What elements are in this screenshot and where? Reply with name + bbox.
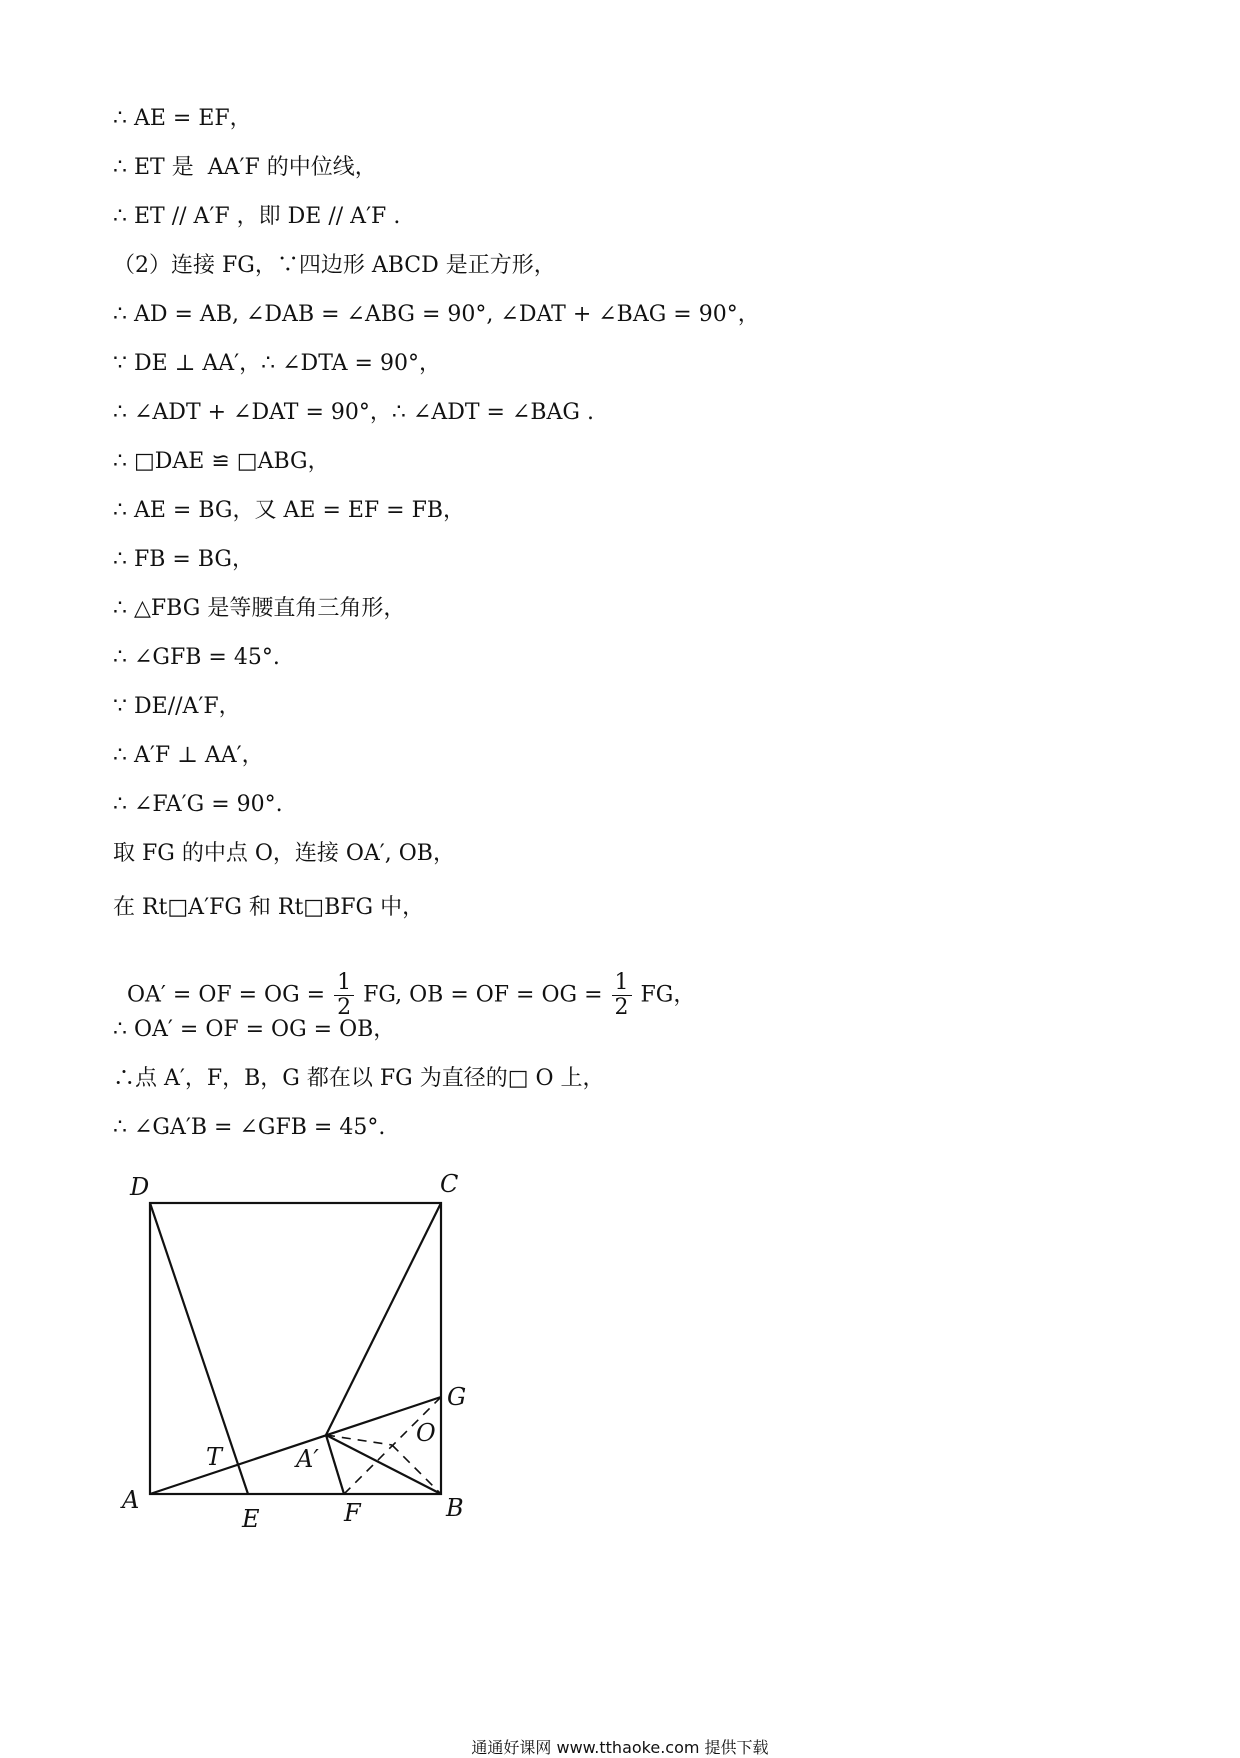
label-g: G: [447, 1383, 467, 1411]
segment-ca-prime: [326, 1203, 441, 1435]
text-line: ∴ ET // A′F ，即 DE // A′F .: [113, 204, 401, 229]
dashed-ob: [392, 1445, 441, 1494]
text-line: （2）连接 FG，∵四边形 ABCD 是正方形，: [113, 253, 556, 278]
equation-part: FG, OB = OF = OG =: [356, 982, 610, 1008]
text-line: 在 Rt□A′FG 和 Rt□BFG 中，: [113, 895, 425, 920]
label-e: E: [242, 1505, 260, 1533]
text-line: ∴ AE = BG，又 AE = EF = FB，: [113, 498, 466, 523]
text-line: ∴ ∠FA′G = 90°.: [113, 792, 283, 817]
text-line: ∴ AD = AB, ∠DAB = ∠ABG = 90°, ∠DAT + ∠BAG = 90°，: [113, 302, 760, 327]
equation-part: FG，: [633, 982, 696, 1008]
text-line: ∴ AE = EF，: [113, 106, 252, 131]
label-a-prime: A′: [296, 1445, 319, 1473]
text-line: ∴ ∠GA′B = ∠GFB = 45°.: [113, 1115, 386, 1140]
fraction-numerator: 1: [334, 971, 354, 996]
text-line: ∴ ∠ADT + ∠DAT = 90°，∴ ∠ADT = ∠BAG .: [113, 400, 594, 425]
text-line: 取 FG 的中点 O，连接 OA′, OB，: [113, 841, 455, 866]
fraction-numerator: 1: [612, 971, 632, 996]
text-line: ∴ △FBG 是等腰直角三角形，: [113, 596, 406, 621]
label-o: O: [416, 1419, 436, 1447]
fraction-denominator: 2: [337, 995, 352, 1021]
text-line: ∵ DE ⊥ AA′，∴ ∠DTA = 90°，: [113, 351, 441, 376]
text-line: ∵ DE//A′F，: [113, 694, 241, 719]
page-footer: 通通好课网 www.tthaoke.com 提供下载: [471, 1738, 769, 1757]
text-line: ∴ A′F ⊥ AA′，: [113, 743, 264, 768]
segment-de: [150, 1203, 248, 1494]
text-line: ∴ □DAE ≌ □ABG，: [113, 449, 330, 474]
text-line: ∴点 A′，F，B，G 都在以 FG 为直径的□ O 上，: [113, 1066, 605, 1091]
label-c: C: [440, 1170, 459, 1198]
label-d: D: [130, 1173, 150, 1201]
label-b: B: [446, 1494, 464, 1522]
text-line: ∴ OA′ = OF = OG = OB，: [113, 1017, 396, 1042]
equation-part: OA′ = OF = OG =: [127, 982, 333, 1008]
label-t: T: [206, 1443, 223, 1471]
fraction-denominator: 2: [614, 995, 629, 1021]
label-f: F: [344, 1499, 361, 1527]
label-a: A: [122, 1486, 140, 1514]
text-line: ∴ ∠GFB = 45°.: [113, 645, 280, 670]
text-line: ∴ FB = BG，: [113, 547, 254, 572]
text-line: ∴ ET 是 AA′F 的中位线，: [113, 155, 377, 180]
